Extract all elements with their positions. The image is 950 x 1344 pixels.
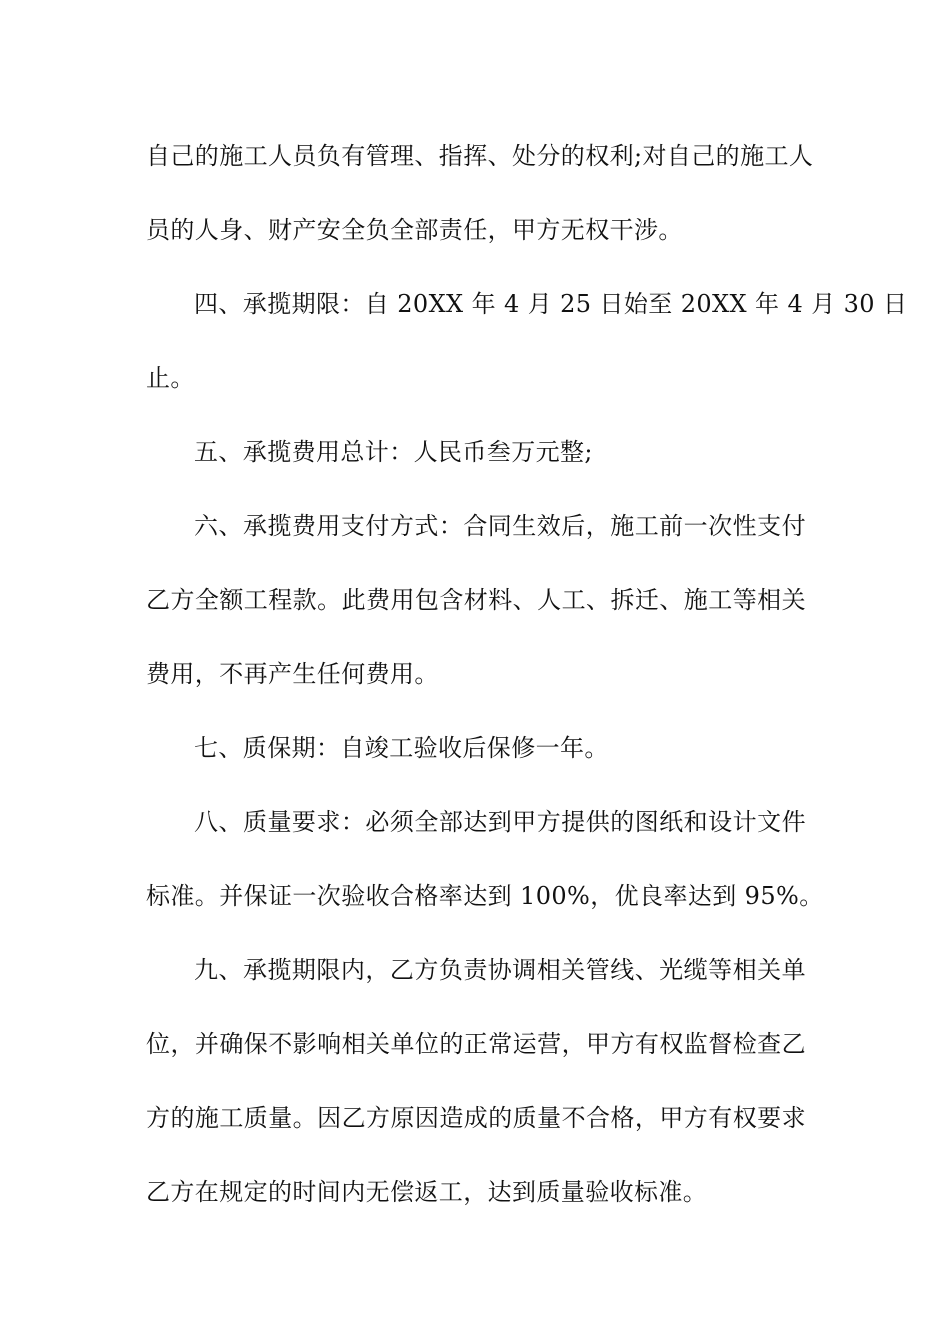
clause-seven-line: 七、质保期：自竣工验收后保修一年。 bbox=[194, 734, 609, 762]
document-page bbox=[146, 0, 908, 1344]
clause-eight-line: 八、质量要求：必须全部达到甲方提供的图纸和设计文件 bbox=[194, 808, 806, 836]
clause-nine-line: 九、承揽期限内，乙方负责协调相关管线、光缆等相关单 bbox=[194, 956, 806, 984]
text-line: 费用，不再产生任何费用。 bbox=[146, 660, 439, 688]
text-line: 止。 bbox=[146, 364, 195, 392]
clause-four-line: 四、承揽期限：自 20XX 年 4 月 25 日始至 20XX 年 4 月 30 日 bbox=[194, 290, 908, 318]
text-line: 乙方在规定的时间内无偿返工，达到质量验收标准。 bbox=[146, 1178, 708, 1206]
text-line: 自己的施工人员负有管理、指挥、处分的权利;对自己的施工人 bbox=[146, 142, 814, 170]
clause-six-line: 六、承揽费用支付方式：合同生效后，施工前一次性支付 bbox=[194, 512, 806, 540]
text-line: 标准。并保证一次验收合格率达到 100%，优良率达到 95%。 bbox=[146, 882, 824, 910]
clause-five-line: 五、承揽费用总计：人民币叁万元整; bbox=[194, 438, 593, 466]
text-line: 乙方全额工程款。此费用包含材料、人工、拆迁、施工等相关 bbox=[146, 586, 806, 614]
text-line: 位，并确保不影响相关单位的正常运营，甲方有权监督检查乙 bbox=[146, 1030, 806, 1058]
text-line: 员的人身、财产安全负全部责任，甲方无权干涉。 bbox=[146, 216, 683, 244]
text-line: 方的施工质量。因乙方原因造成的质量不合格，甲方有权要求 bbox=[146, 1104, 806, 1132]
